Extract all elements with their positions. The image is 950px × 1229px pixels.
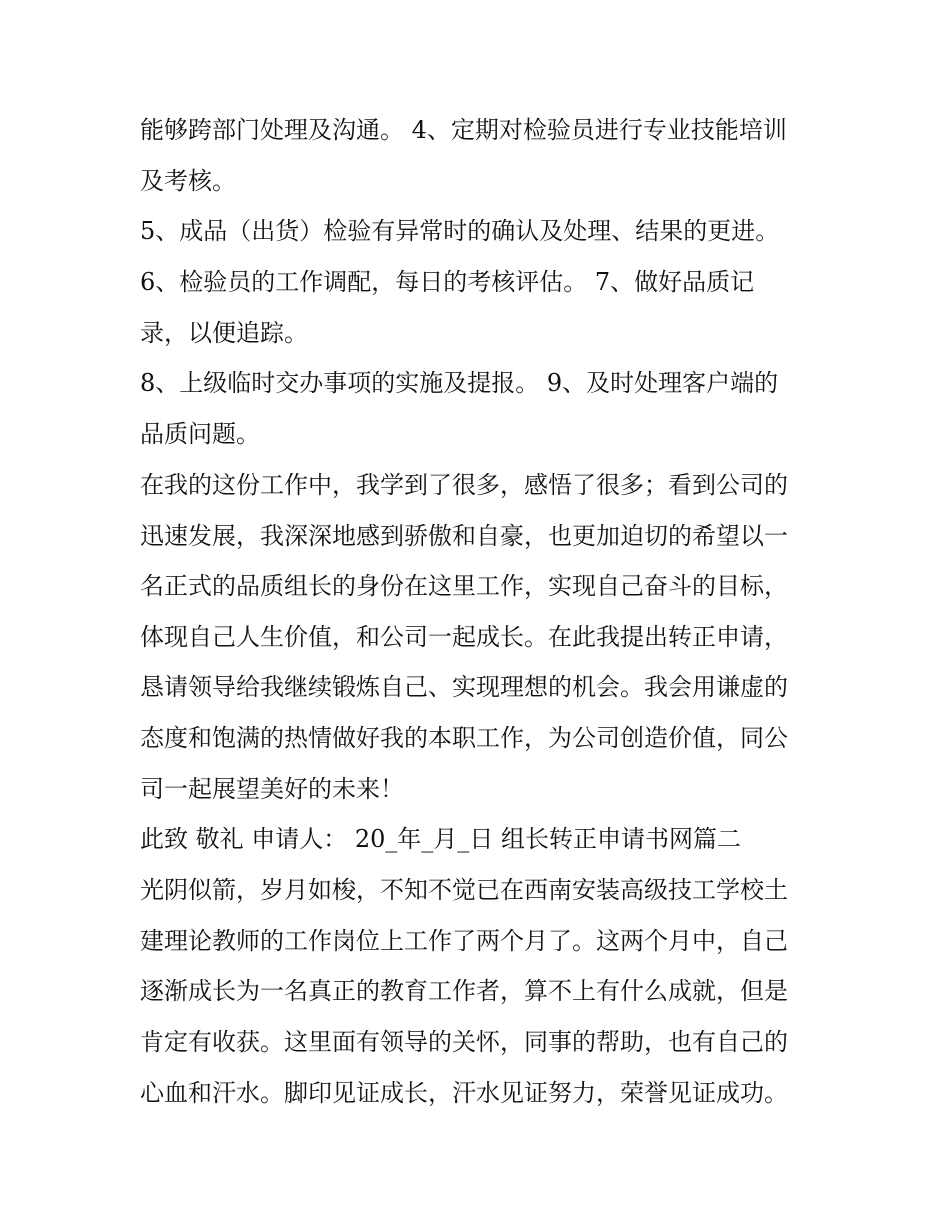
text-line-12: 恳请领导给我继续锻炼自己、实现理想的机会。我会用谦虚的 (140, 673, 788, 701)
text-line-4: 6、检验员的工作调配，每日的考核评估。 7、做好品质记 (140, 268, 755, 296)
text-line-6: 8、上级临时交办事项的实施及提报。 9、及时处理客户端的 (140, 369, 779, 397)
text-line-10: 名正式的品质组长的身份在这里工作，实现自己奋斗的目标， (140, 572, 788, 600)
text-line-9: 迅速发展，我深深地感到骄傲和自豪，也更加迫切的希望以一 (140, 522, 788, 550)
text-line-17: 建理论教师的工作岗位上工作了两个月了。这两个月中，自己 (140, 927, 788, 955)
text-line-3: 5、成品（出货）检验有异常时的确认及处理、结果的更进。 (140, 217, 780, 245)
text-line-7: 品质问题。 (140, 420, 260, 448)
text-line-2: 及考核。 (140, 167, 236, 195)
text-line-5: 录，以便追踪。 (140, 319, 308, 347)
text-line-1: 能够跨部门处理及沟通。 4、定期对检验员进行专业技能培训 (140, 116, 787, 144)
text-line-15: 此致 敬礼 申请人： 20_年_月_日 组长转正申请书网篇二 (140, 825, 742, 853)
text-line-13: 态度和饱满的热情做好我的本职工作，为公司创造价值，同公 (140, 724, 788, 752)
text-line-14: 司一起展望美好的未来！ (140, 775, 404, 803)
text-line-18: 逐渐成长为一名真正的教育工作者，算不上有什么成就，但是 (140, 977, 788, 1005)
text-line-19: 肯定有收获。这里面有领导的关怀，同事的帮助，也有自己的 (140, 1028, 788, 1056)
text-line-20: 心血和汗水。脚印见证成长，汗水见证努力，荣誉见证成功。 (140, 1079, 788, 1107)
text-line-11: 体现自己人生价值，和公司一起成长。在此我提出转正申请， (140, 623, 788, 651)
text-line-16: 光阴似箭，岁月如梭，不知不觉已在西南安装高级技工学校土 (140, 876, 788, 904)
text-line-8: 在我的这份工作中，我学到了很多，感悟了很多；看到公司的 (140, 471, 788, 499)
